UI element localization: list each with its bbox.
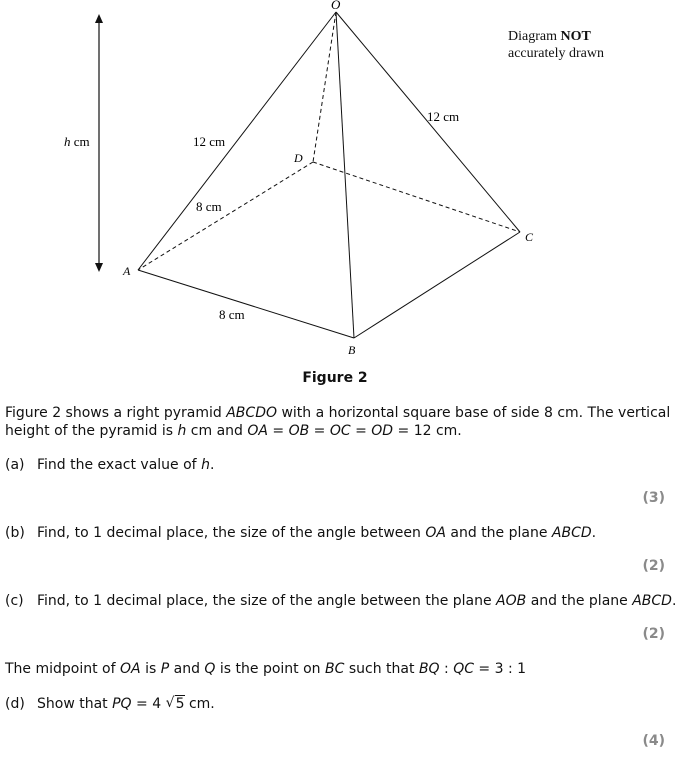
edge-ob [336,12,354,338]
note-text-1: Diagram [508,29,561,44]
question-a-label: (a) [5,457,25,473]
question-b-var-2: ABCD [551,525,592,541]
intro-paragraph [5,404,673,440]
diagram-note [508,28,604,62]
midpoint-statement [5,660,526,678]
edge-bc [354,232,520,338]
intro-text-2: with a horizontal square base of side 8 cm. The vertical height of the pyramid is [5,405,671,439]
vertex-c-label: C [525,230,534,244]
vertex-o-label: O [331,0,341,12]
question-b-text-2: and the plane [445,525,552,541]
sqrt-symbol [166,695,185,713]
question-d-text-1: Show that [37,696,113,712]
height-arrow-head-top [95,14,103,23]
question-a-var: h [201,457,210,473]
question-a-marks: (3) [642,490,665,506]
edge-oa [138,12,336,270]
vertex-a-label: A [123,264,131,278]
vertex-d-label: D [294,151,303,165]
vertex-b-label: B [348,343,356,357]
mid-text-5: such that [344,661,419,677]
question-a-end: . [209,457,215,473]
mid-text-7: = 3 : 1 [473,661,527,677]
edge-ab [138,270,354,338]
mid-var-4: BC [325,661,345,677]
edge-oc-label: 12 cm [427,109,460,124]
intro-text-3: cm and [186,423,248,439]
figure-caption: Figure 2 [302,370,368,386]
question-c-end: . [671,593,677,609]
question-b-var-1: OA [425,525,446,541]
mid-text-6: : [439,661,454,677]
question-d [5,695,215,713]
question-b-label: (b) [5,525,25,541]
question-c-var-2: ABCD [632,593,672,609]
question-d-label: (d) [5,696,25,712]
mid-text-1: The midpoint of [5,661,121,677]
intro-text-4: = 12 cm. [393,423,462,439]
question-d-var: PQ [112,696,132,712]
intro-text-1: Figure 2 shows a right pyramid [5,405,227,421]
mid-text-4: is the point on [215,661,326,677]
note-not: NOT [560,29,591,44]
mid-text-2: is [140,661,161,677]
question-a [5,456,214,474]
mid-var-3: Q [204,661,216,677]
intro-equation: OA = OB = OC = OD [247,423,394,439]
height-arrow-head-bottom [95,263,103,272]
question-c-text-1: Find, to 1 decimal place, the size of the angle between the plane [37,593,497,609]
question-b-end: . [591,525,597,541]
edge-ab-label: 8 cm [219,307,245,322]
question-d-marks: (4) [642,733,665,749]
edge-ad-label: 8 cm [196,199,222,214]
intro-h: h [177,423,187,439]
mid-var-1: OA [120,661,141,677]
edge-od [313,12,336,162]
mid-var-5: BQ [418,661,440,677]
question-c-text-2: and the plane [526,593,633,609]
question-b [5,524,596,542]
question-c [5,592,676,610]
question-c-label: (c) [5,593,24,609]
mid-var-6: QC [453,661,474,677]
question-c-var-1: AOB [496,593,527,609]
edge-ad [138,162,313,270]
pyramid-figure [0,0,683,360]
edge-oa-label: 12 cm [193,134,226,149]
question-b-marks: (2) [642,558,665,574]
mid-var-2: P [160,661,170,677]
note-text-2: accurately drawn [508,46,604,61]
edge-dc [313,162,520,232]
sqrt-radicand: 5 [175,696,185,712]
question-d-end: cm. [184,696,215,712]
question-a-text: Find the exact value of [37,457,202,473]
question-c-marks: (2) [642,626,665,642]
intro-pyramid-name: ABCDO [226,405,277,421]
mid-text-3: and [169,661,205,677]
question-b-text-1: Find, to 1 decimal place, the size of the angle between [37,525,426,541]
question-d-text-2: = 4 [131,696,166,712]
height-label: h cm [64,134,90,149]
